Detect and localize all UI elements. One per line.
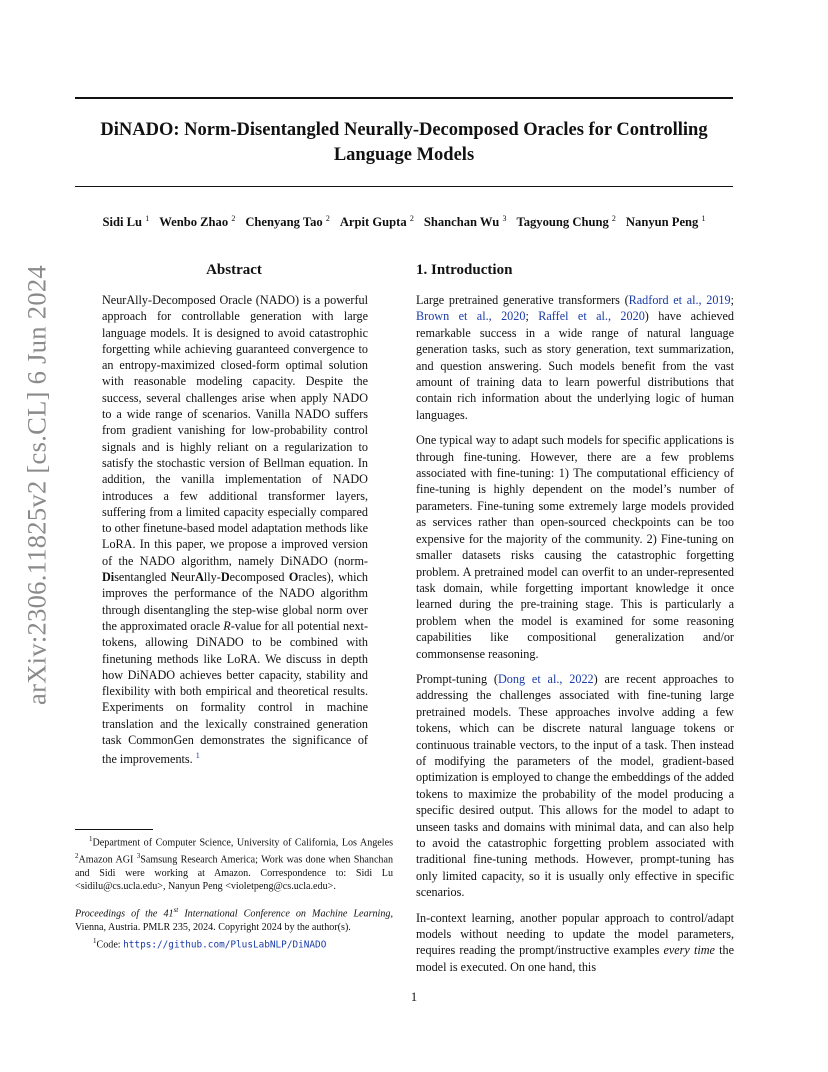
proceedings-text-a: Proceedings of the — [75, 908, 164, 920]
author-affiliation-marker: 2 — [611, 214, 616, 223]
citation-raffel-2020[interactable]: Raffel et al., 2020 — [538, 309, 645, 324]
author-name: Shanchan Wu — [423, 215, 500, 230]
intro-paragraph-3 — [416, 671, 734, 901]
introduction-heading: 1. Introduction — [416, 262, 513, 278]
name-fragment: racles — [298, 570, 327, 585]
abstract-body — [102, 292, 368, 768]
intro-p1-text-b: ) have achieved remarkable success in a wide range of natural language generation tasks, such as story generation, text summarization, and question answering. Such models benefit from the vast amount of training data to learn powerful distributions that contain rich information about the underlying logic of human languages. — [416, 309, 734, 422]
top-rule — [75, 97, 733, 99]
proceedings-edition: 41 — [163, 908, 174, 920]
abstract-heading: Abstract — [206, 262, 262, 278]
dinado-name-expansion — [102, 570, 327, 584]
citation-brown-2020[interactable]: Brown et al., 2020 — [416, 309, 526, 324]
footnote-rule — [75, 829, 153, 830]
citation-separator: ; — [525, 309, 539, 324]
intro-paragraph-2: One typical way to adapt such models for specific applications is through fine-tuning. However, there are a few problems associated with fine-tuning: 1) The computational efficiency of fine-tuning is highly dependent on the model’s number of parameters. Fine-tuning some extremely large models provided as services rather than open-sourced checkpoints can be too expensive for the majority of the community. 2) Fine-tuning on smaller datasets risks causing the catastrophic forgetting problem. A pretrained model can overfit to an under-represented task domain, while forgetting important knowledge it once learned during the pre-training stage. This is particularly a problem when the model is examined for some reasoning capabilities like compositional generalization and/or commonsense reasoning. — [416, 433, 734, 661]
author-affiliation-marker: 1 — [145, 214, 150, 223]
aff-marker: 2 — [75, 851, 79, 860]
code-repository-link[interactable]: https://github.com/PlusLabNLP/DiNADO — [123, 938, 327, 950]
affiliation-3-and-correspondence: Samsung Research America; Work was done when Shanchan and Sidi were working at Amazon. Correspondence to: Sidi Lu <sidilu@cs.ucla.edu>, Nanyun Peng <violetpeng@cs.ucla.edu>. — [75, 854, 393, 892]
author-affiliation-marker: 2 — [409, 214, 414, 223]
affiliations-footnote — [75, 833, 393, 893]
author — [245, 215, 330, 229]
affiliation-1: Department of Computer Science, University of California, Los Angeles — [92, 837, 393, 849]
author-name: Arpit Gupta — [339, 215, 407, 230]
author-name: Nanyun Peng — [625, 215, 699, 230]
intro-p1-text-a: Large pretrained generative transformers ( — [416, 293, 629, 307]
proceedings-note — [75, 904, 393, 934]
intro-p3-text-a: Prompt-tuning ( — [416, 671, 498, 686]
author-affiliation-marker: 1 — [701, 214, 706, 223]
code-label: Code: — [96, 938, 124, 950]
author — [424, 215, 507, 229]
author-name: Wenbo Zhao — [159, 215, 229, 230]
affiliation-2: Amazon AGI — [78, 854, 137, 866]
name-fragment: sentangled — [114, 570, 171, 585]
paper-title: DiNADO: Norm-Disentangled Neurally-Decomposed Oracles for Controlling Language Models — [100, 120, 708, 165]
intro-paragraph-4 — [416, 910, 734, 976]
name-initial: D — [220, 570, 230, 585]
author — [159, 215, 235, 229]
author-affiliation-marker: 3 — [502, 214, 507, 223]
code-footnote — [75, 935, 393, 952]
right-column — [416, 258, 734, 984]
author-name: Tagyoung Chung — [516, 215, 609, 230]
name-fragment: ecomposed — [229, 570, 289, 585]
author-affiliation-marker: 2 — [231, 214, 236, 223]
name-initial: A — [195, 570, 204, 585]
name-fragment: lly- — [203, 570, 221, 585]
footnotes — [75, 833, 393, 951]
name-fragment: eur — [179, 570, 196, 585]
code-footnote-marker: 1 — [93, 936, 97, 945]
citation-radford-2019[interactable]: Radford et al., 2019 — [628, 293, 731, 307]
intro-p3-text-b: ) are recent approaches to addressing the challenges associated with fine-tuning large pretrained models. These approaches involve adding a few tokens, which can be discrete natural language tokens or continuous trainable vectors, to the input of a task. Then instead of modifying the parameters of the model, gradient-based optimization is employed to change the embeddings of the added tokens to maximize the probability of the model producing a specific desired output. This allows for the model to adapt to unseen tasks and domains with minimal data, and can also help to avoid the catastrophic forgetting problem associated with traditional fine-tuning methods. However, prompt-tuning has only limited capacity, so it is usually only effective in specific scenarios. — [416, 671, 734, 900]
title-bottom-rule — [75, 186, 733, 187]
author-affiliation-marker: 2 — [325, 214, 330, 223]
author-list — [60, 214, 748, 230]
author-name: Chenyang Tao — [245, 215, 323, 230]
author — [626, 215, 706, 229]
page-number: 1 — [410, 990, 418, 1004]
intro-paragraph-1 — [416, 292, 734, 423]
name-initial: O — [288, 570, 299, 585]
abstract-footnote-link[interactable]: 1 — [195, 751, 200, 761]
arxiv-identifier-text: arXiv:2306.11825v2 [cs.CL] 6 Jun 2024 — [21, 265, 52, 705]
left-column — [75, 258, 393, 768]
r-value-symbol: R — [223, 618, 231, 633]
proceedings-edition-suffix: st — [173, 906, 179, 915]
name-initial: Di — [102, 570, 115, 585]
intro-p4-text-a: In-context learning, another popular approach to control/adapt models without needing to update the model parameters, requires reading the prompt/instructive examples — [416, 910, 734, 958]
abstract-text-part2: ), which improves the performance of the NADO algorithm through disentangling the step-wise global norm over the approximated oracle — [102, 570, 368, 633]
aff-marker: 3 — [136, 851, 141, 860]
proceedings-text-b: International Conference on Machine Learning — [178, 908, 391, 920]
intro-p4-emphasis: every time — [663, 943, 715, 958]
name-initial: N — [170, 570, 180, 585]
author — [516, 215, 615, 229]
citation-dong-2022[interactable]: Dong et al., 2022 — [498, 671, 594, 686]
author-name: Sidi Lu — [102, 215, 143, 230]
aff-marker: 1 — [89, 835, 93, 843]
abstract-text-part3: -value for all potential next-tokens, allowing DiNADO to be combined with finetuning methods like LoRA. We discuss in depth how DiNADO achieves better capacity, stability and flexibility with both empirical and theoretical results. Experiments on formality control in machine translation and the lexically constrained generation task CommonGen demonstrates the significance of the improvements. — [102, 618, 369, 767]
author — [102, 215, 149, 229]
abstract-text-part1: NeurAlly-Decomposed Oracle (NADO) is a powerful approach for controllable generation with large language models. It is designed to avoid catastrophic forgetting while achieving guaranteed convergence to an entropy-maximized closed-form optimal solution with reasonable modeling capacity. Despite the success, several challenges arise when apply NADO to a wide range of scenarios. Vanilla NADO suffers from gradient vanishing for low-probability control signals and is highly reliant on a regularization to satisfy the stochastic version of Bellman equation. In addition, the vanilla implementation of NADO introduces a few additional transformer layers, suffering from a limited capacity especially compared to other finetune-based model adaptation methods like LoRA. In this paper, we propose a improved version of the NADO algorithm, namely DiNADO (norm- — [102, 293, 368, 568]
intro-p4-text-b: the model is executed. On one hand, this — [416, 943, 734, 974]
author — [340, 215, 414, 229]
proceedings-text-c: , Vienna, Austria. PMLR 235, 2024. Copyright 2024 by the author(s). — [75, 908, 393, 934]
citation-separator: ; — [730, 293, 735, 307]
